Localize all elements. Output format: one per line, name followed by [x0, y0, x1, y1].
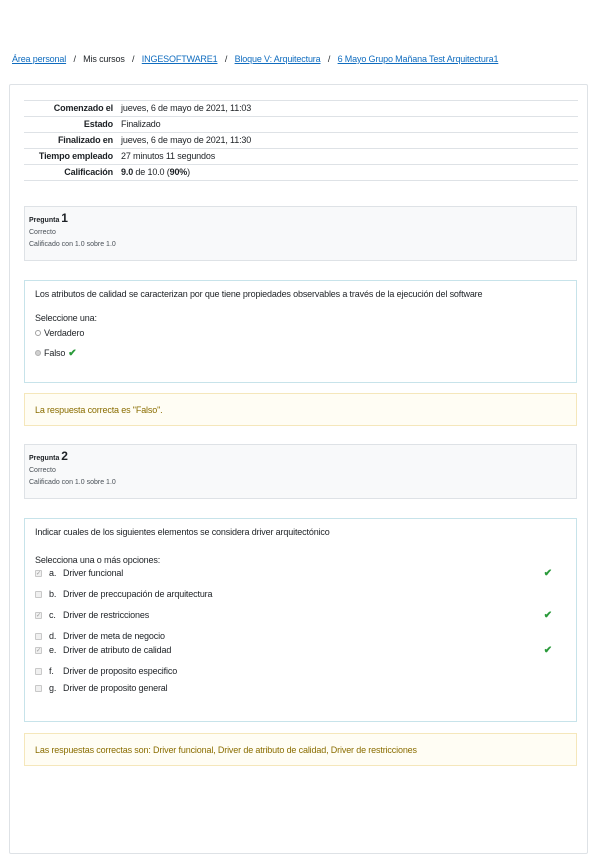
radio-button[interactable]	[35, 330, 41, 336]
breadcrumb-separator: /	[327, 54, 331, 64]
question-state: Correcto	[29, 467, 56, 474]
option-falso[interactable]	[35, 347, 566, 359]
breadcrumb-mis-cursos: Mis cursos	[83, 54, 125, 64]
option-letter: c.	[49, 610, 56, 620]
question-number	[29, 450, 572, 465]
breadcrumb-quiz[interactable]: 6 Mayo Grupo Mañana Test Arquitectura1	[337, 54, 499, 64]
option-f[interactable]	[35, 665, 566, 677]
summary-value: 27 minutos 11 segundos	[118, 149, 578, 165]
checkbox-checked[interactable]: ✓	[36, 570, 41, 577]
question-mark: Calificado con 1.0 sobre 1.0	[29, 479, 116, 486]
option-label: Driver de preccupación de arquitectura	[63, 589, 213, 599]
question-stem: Indicar cuales de los siguientes elementos se considera driver arquitectónico	[35, 527, 330, 537]
option-a[interactable]	[35, 567, 566, 579]
question-2-feedback: Las respuestas correctas son: Driver funcional, Driver de atributo de calidad, Driver de restricciones	[24, 733, 577, 766]
question-label: Pregunta	[29, 217, 60, 224]
breadcrumb-course[interactable]: INGESOFTWARE1	[141, 54, 218, 64]
breadcrumb-separator: /	[73, 54, 76, 64]
question-2-info	[24, 444, 577, 499]
option-letter: a.	[49, 568, 57, 578]
summary-label: Comenzado el	[24, 101, 118, 117]
question-state: Correcto	[29, 229, 56, 236]
summary-value: jueves, 6 de mayo de 2021, 11:30	[118, 133, 578, 149]
attempt-summary	[24, 100, 578, 181]
question-1-content	[24, 280, 577, 383]
question-label: Pregunta	[29, 455, 60, 462]
summary-row-finished	[24, 133, 578, 149]
check-icon: ✔	[543, 567, 552, 579]
option-label: Driver de meta de negocio	[63, 631, 165, 641]
summary-value: Finalizado	[118, 117, 578, 133]
option-g[interactable]	[35, 682, 566, 694]
option-e[interactable]	[35, 644, 566, 656]
summary-row-time	[24, 149, 578, 165]
option-b[interactable]	[35, 588, 566, 600]
check-icon: ✔	[543, 644, 552, 656]
question-prompt: Seleccione una:	[35, 313, 97, 323]
checkbox[interactable]	[35, 633, 42, 640]
checkbox-checked[interactable]: ✓	[36, 612, 41, 619]
checkbox[interactable]	[35, 668, 42, 675]
option-label: Driver de proposito general	[63, 683, 168, 693]
question-number-value: 2	[61, 449, 68, 463]
grade-value: 9.0	[121, 167, 134, 177]
summary-row-state	[24, 117, 578, 133]
question-prompt: Selecciona una o más opciones:	[35, 555, 161, 565]
question-mark: Calificado con 1.0 sobre 1.0	[29, 241, 116, 248]
option-label: Driver de restricciones	[63, 610, 150, 620]
grade-percent: 90%	[169, 167, 188, 177]
check-icon: ✔	[543, 609, 552, 621]
option-letter: g.	[49, 683, 57, 693]
summary-value: jueves, 6 de mayo de 2021, 11:03	[118, 101, 578, 117]
question-2-content	[24, 518, 577, 722]
question-1-info	[24, 206, 577, 261]
checkbox[interactable]	[35, 685, 42, 692]
option-d[interactable]	[35, 630, 566, 642]
grade-out-of: de 10.0 (	[133, 167, 170, 177]
summary-label: Calificación	[24, 165, 118, 181]
option-label: Driver funcional	[63, 568, 124, 578]
summary-value	[118, 165, 578, 181]
option-letter: b.	[49, 589, 57, 599]
summary-label: Tiempo empleado	[24, 149, 118, 165]
option-label: Falso	[44, 348, 66, 358]
summary-row-started	[24, 101, 578, 117]
question-number	[29, 212, 572, 227]
option-label: Driver de proposito especifico	[63, 666, 178, 676]
grade-close: )	[187, 167, 191, 177]
option-label: Driver de atributo de calidad	[63, 645, 172, 655]
breadcrumb-area-personal[interactable]: Área personal	[12, 54, 67, 64]
breadcrumb-separator: /	[224, 54, 228, 64]
option-label: Verdadero	[44, 328, 85, 338]
summary-label: Estado	[24, 117, 118, 133]
checkbox-checked[interactable]: ✓	[36, 647, 41, 654]
radio-button-selected[interactable]	[35, 350, 41, 356]
summary-label: Finalizado en	[24, 133, 118, 149]
question-number-value: 1	[61, 211, 68, 225]
option-letter: d.	[49, 631, 57, 641]
option-letter: e.	[49, 645, 57, 655]
question-stem: Los atributos de calidad se caracterizan por que tiene propiedades observables a través de la ejecución del software	[35, 289, 483, 299]
check-icon: ✔	[68, 347, 77, 359]
breadcrumb-section[interactable]: Bloque V: Arquitectura	[234, 54, 321, 64]
option-verdadero[interactable]	[35, 327, 566, 339]
summary-row-grade	[24, 165, 578, 181]
option-c[interactable]	[35, 609, 566, 621]
breadcrumb	[12, 54, 498, 64]
checkbox[interactable]	[35, 591, 42, 598]
question-1-feedback: La respuesta correcta es "Falso".	[24, 393, 577, 426]
breadcrumb-separator: /	[132, 54, 135, 64]
option-letter: f.	[49, 666, 54, 676]
